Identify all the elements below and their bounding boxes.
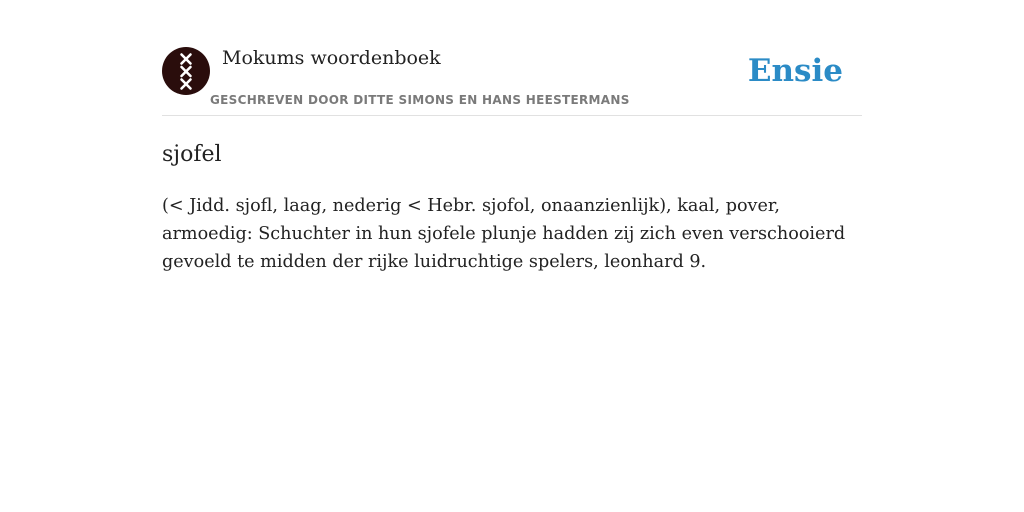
- site-subtitle: GESCHREVEN DOOR DITTE SIMONS EN HANS HEESTERMANS: [210, 93, 630, 107]
- site-title[interactable]: Mokums woordenboek: [222, 47, 441, 69]
- header: [162, 46, 862, 116]
- amsterdam-crosses-icon[interactable]: [162, 47, 210, 95]
- brand-logo[interactable]: Ensie: [747, 53, 843, 89]
- entry-word: sjofel: [162, 142, 222, 167]
- entry-definition: (< Jidd. sjofl, laag, nederig < Hebr. sjofol, onaanzienlijk), kaal, pover, armoedig: Schuchter in hun sjofele plunje hadden zij zich even verschooierd gevoeld te midden der rijke luidruchtige spelers, leonhard 9.: [162, 196, 846, 272]
